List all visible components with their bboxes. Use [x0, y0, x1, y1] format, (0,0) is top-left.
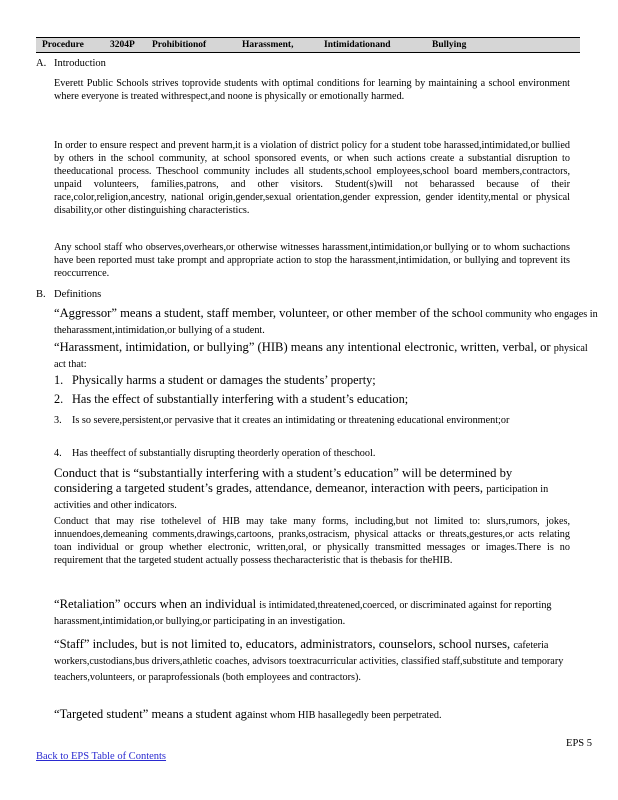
hib-item-4	[54, 447, 574, 461]
conduct-paragraph: Conduct that may rise tothelevel of HIB may take many forms, including,but not limited to: slurs,rumors, jokes, innuendoes,demeaning comments,drawings,cartoons, pranks,ostracism, physical attacks or threats,gestures,or acts relating toan individual or group whether electronic, written,oral, or physically transmitted messages or images.There is no requirement that the targeted student actually possess thecharacteristic that is thebasis for theHIB.	[54, 516, 570, 566]
interfering-lead: Conduct that is “substantially interfering with a student’s education” will be determined by considering a targeted student’s grades, attendance, demeanor, interaction with peers,	[54, 466, 513, 495]
hib-item-2	[54, 393, 574, 409]
targeted-tail: inst whom HIB hasallegedly been perpetrated.	[252, 710, 442, 721]
header-word-harassment: Harassment,	[242, 40, 294, 50]
hib-item-number: 4.	[54, 448, 62, 459]
definition-staff	[54, 637, 570, 685]
hib-item-1	[54, 374, 574, 390]
section-b-letter: B.	[36, 289, 46, 300]
hib-item-text: Physically harms a student or damages the students’ property;	[72, 373, 376, 387]
hib-item-number: 2.	[54, 392, 64, 406]
hib-item-number: 1.	[54, 373, 64, 387]
back-to-contents-link[interactable]: Back to EPS Table of Contents	[36, 751, 167, 762]
procedure-header-bar	[36, 37, 580, 53]
hib-item-text: Has theeffect of substantially disrupting theorderly operation of theschool.	[72, 448, 376, 459]
hib-lead: “Harassment, intimidation, or bullying” (HIB) means any intentional electronic, written, verbal, or	[54, 340, 551, 354]
header-code: 3204P	[110, 40, 135, 50]
staff-lead: “Staff” includes, but is not limited to, educators, administrators, counselors, school nurses,	[54, 637, 511, 651]
section-a-letter: A.	[36, 58, 47, 69]
hib-tail: physical act that:	[54, 343, 588, 370]
intro-paragraph-3: Any school staff who observes,overhears,or otherwise witnesses harassment,intimidation,or bullying or to whom suchactions have been reported must take prompt and appropriate action to stop the harassment,intimidation, or bullying and toprevent its reoccurrence.	[54, 242, 570, 279]
interfering-tail: participation in activities and other indicators.	[54, 484, 549, 511]
staff-tail: cafeteria workers,custodians,bus drivers,athletic coaches, advisors toextracurricular activities, classified staff,substitute and temporary teachers,volunteers, or paraprofessionals (both employees and contractors).	[54, 640, 564, 683]
definition-hib	[54, 340, 600, 372]
retaliation-tail: is intimidated,threatened,coerced, or discriminated against for reporting harassment,intimidation,or bullying,or participating in an investigation.	[54, 600, 552, 627]
definition-retaliation	[54, 597, 570, 629]
intro-paragraph-1: Everett Public Schools strives toprovide students with optimal conditions for learning by maintaining a school environment where everyone is treated withrespect,and noone is physically or emotionally harmed.	[54, 78, 570, 102]
intro-paragraph-2: In order to ensure respect and prevent harm,it is a violation of district policy for a student tobe harassed,intimidated,or bullied by others in the school community, at school sponsored events, or when such actions create a substantial disruption to theeducational process. Theschool community includes all students,school employees,school board members,contractors, unpaid volunteers, families,patrons, and other visitors. Student(s)will not beharassed because of their race,color,religion,ancestry, national origin,gender,sexual orientation,gender expression, gender identity,mental or physical disability,or other distinguishing characteristics.	[54, 140, 570, 216]
hib-item-3	[54, 414, 574, 442]
aggressor-lead: “Aggressor” means a student, staff member, volunteer, or other member of the scho	[54, 306, 475, 320]
targeted-lead: “Targeted student” means a student aga	[54, 707, 253, 721]
retaliation-lead: “Retaliation” occurs when an individual	[54, 597, 257, 611]
header-procedure: Procedure	[42, 40, 84, 50]
hib-item-number: 3.	[54, 415, 62, 426]
page-number: EPS 5	[566, 738, 592, 749]
section-b-title: Definitions	[54, 289, 102, 300]
section-a-title: Introduction	[54, 58, 106, 69]
hib-item-text: Is so severe,persistent,or pervasive that it creates an intimidating or threatening educational environment;or	[72, 415, 510, 426]
header-word-prohibition: Prohibitionof	[152, 40, 207, 50]
definition-substantially-interfering	[54, 466, 570, 513]
definition-aggressor	[54, 306, 600, 338]
aggressor-tail: ol community who engages in theharassment,intimidation,or bullying of a student.	[54, 309, 598, 336]
header-word-bullying: Bullying	[432, 40, 467, 50]
definition-targeted-student	[54, 707, 570, 723]
header-word-intimidation: Intimidationand	[324, 40, 391, 50]
hib-item-text: Has the effect of substantially interfering with a student’s education;	[72, 392, 409, 406]
